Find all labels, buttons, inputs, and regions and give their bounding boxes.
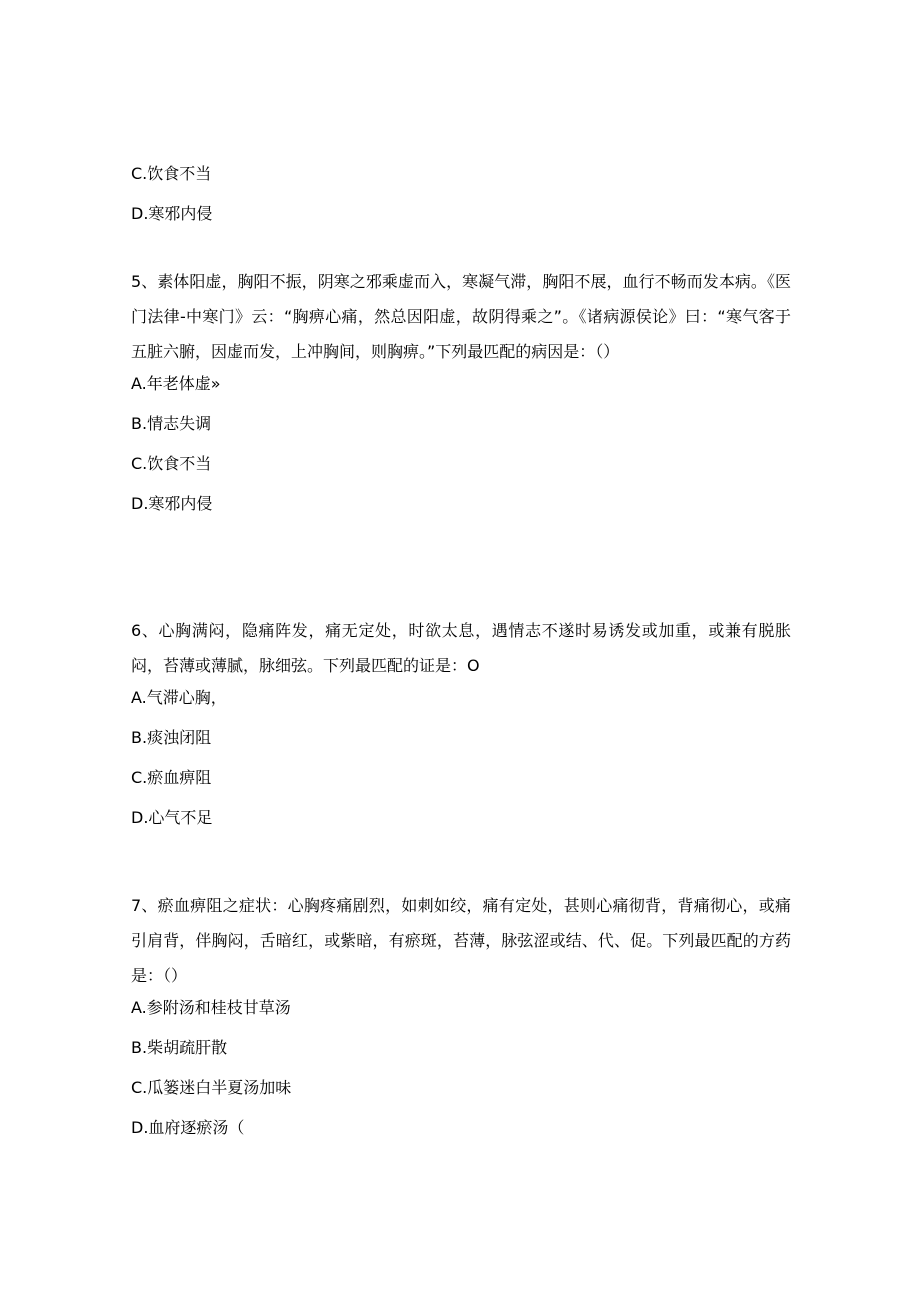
option-c: C.饮食不当 — [131, 454, 212, 473]
option-d: D.心气不足 — [131, 808, 213, 827]
question-4-options — [131, 164, 791, 244]
option-a: A.气滞心胸， — [131, 688, 227, 707]
question-6 — [131, 613, 791, 848]
question-5 — [131, 264, 791, 534]
option-d: D.寒邪内侵 — [131, 204, 213, 223]
option-d: D.寒邪内侵 — [131, 494, 213, 513]
option-d: D.血府逐瘀汤（ — [131, 1118, 245, 1137]
question-5-text: 5、素体阳虚，胸阳不振，阴寒之邪乘虚而入，寒凝气滞，胸阳不展，血行不畅而发本病。《医门法律-中寒门》云：“胸痹心痛，然总因阳虚，故阴得乘之”。《诸病源侯论》曰：“寒气客于五脏六腑，因虚而发，上冲胸间，则胸痹。”下列最匹配的病因是：（） — [131, 272, 791, 361]
option-c: C.瓜篓迷白半夏汤加味 — [131, 1078, 292, 1097]
option-c: C.饮食不当 — [131, 164, 212, 183]
option-b: B.痰浊闭阻 — [131, 728, 212, 747]
question-7-text: 7、瘀血痹阻之症状：心胸疼痛剧烈，如刺如绞，痛有定处，甚则心痛彻背，背痛彻心，或痛引肩背，伴胸闷，舌暗红，或紫暗，有瘀斑，苔薄，脉弦涩或结、代、促。下列最匹配的方药是：（） — [131, 896, 791, 985]
option-b: B.柴胡疏肝散 — [131, 1038, 228, 1057]
option-a: A.年老体虚» — [131, 374, 221, 393]
question-7 — [131, 888, 791, 1158]
option-c: C.瘀血痹阻 — [131, 768, 212, 787]
option-a: A.参附汤和桂枝甘草汤 — [131, 998, 291, 1017]
option-b: B.情志失调 — [131, 414, 212, 433]
question-6-text: 6、心胸满闷，隐痛阵发，痛无定处，时欲太息，遇情志不遂时易诱发或加重，或兼有脱胀闷，苔薄或薄腻，脉细弦。下列最匹配的证是：O — [131, 621, 791, 675]
